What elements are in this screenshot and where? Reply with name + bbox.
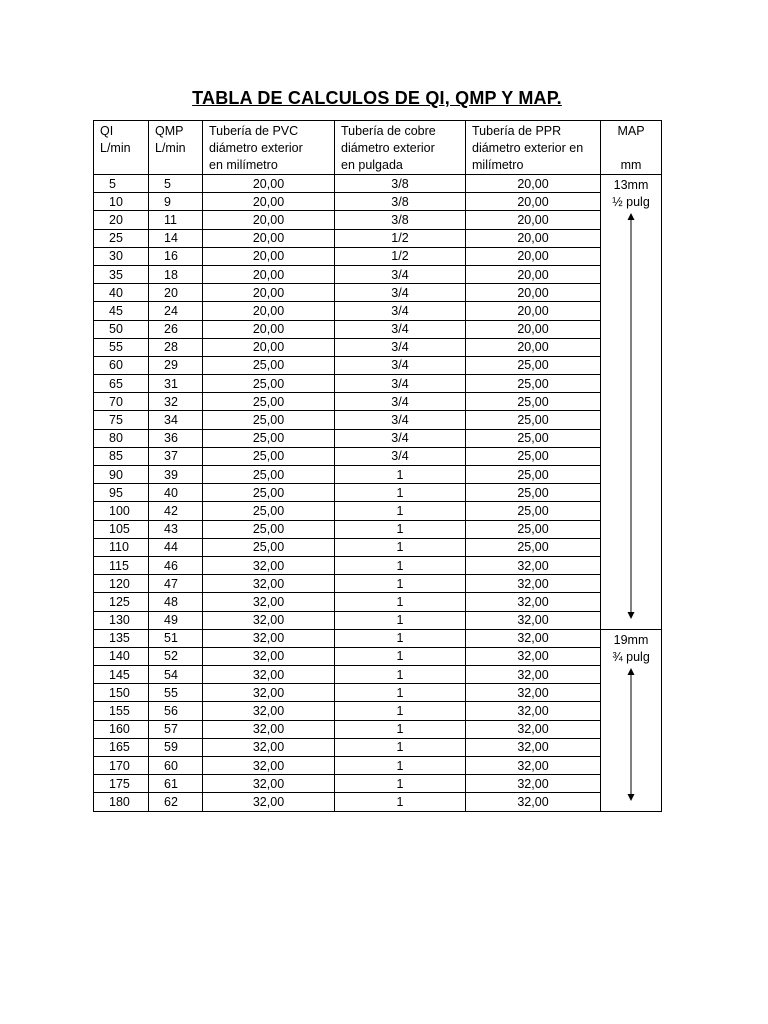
cell-qmp: 32 xyxy=(149,393,203,411)
cell-qi: 55 xyxy=(94,338,149,356)
cell-cobre: 3/4 xyxy=(335,429,466,447)
cell-qmp: 26 xyxy=(149,320,203,338)
cell-ppr: 25,00 xyxy=(466,466,601,484)
cell-pvc: 32,00 xyxy=(203,593,335,611)
cell-qi: 25 xyxy=(94,229,149,247)
cell-qmp: 29 xyxy=(149,356,203,374)
cell-ppr: 20,00 xyxy=(466,247,601,265)
cell-cobre: 1 xyxy=(335,575,466,593)
cell-qi: 160 xyxy=(94,720,149,738)
cell-ppr: 25,00 xyxy=(466,520,601,538)
cell-cobre: 1 xyxy=(335,720,466,738)
table-row xyxy=(94,738,662,756)
cell-qmp: 56 xyxy=(149,702,203,720)
cell-qi: 95 xyxy=(94,484,149,502)
cell-cobre: 3/4 xyxy=(335,265,466,283)
cell-cobre: 1 xyxy=(335,629,466,647)
cell-pvc: 20,00 xyxy=(203,247,335,265)
cell-ppr: 20,00 xyxy=(466,175,601,193)
cell-cobre: 1 xyxy=(335,702,466,720)
cell-qi: 60 xyxy=(94,356,149,374)
table-row xyxy=(94,247,662,265)
cell-ppr: 32,00 xyxy=(466,611,601,629)
cell-cobre: 3/4 xyxy=(335,356,466,374)
cell-cobre: 3/4 xyxy=(335,302,466,320)
table-row xyxy=(94,575,662,593)
cell-cobre: 1 xyxy=(335,466,466,484)
cell-ppr: 25,00 xyxy=(466,375,601,393)
table-row xyxy=(94,302,662,320)
cell-pvc: 25,00 xyxy=(203,484,335,502)
cell-qi: 20 xyxy=(94,211,149,229)
cell-qmp: 51 xyxy=(149,629,203,647)
cell-qmp: 42 xyxy=(149,502,203,520)
cell-ppr: 32,00 xyxy=(466,702,601,720)
cell-qmp: 18 xyxy=(149,265,203,283)
cell-cobre: 1 xyxy=(335,593,466,611)
cell-cobre: 1/2 xyxy=(335,247,466,265)
cell-pvc: 32,00 xyxy=(203,775,335,793)
cell-cobre: 3/8 xyxy=(335,211,466,229)
cell-qmp: 59 xyxy=(149,738,203,756)
table-row xyxy=(94,393,662,411)
cell-ppr: 25,00 xyxy=(466,429,601,447)
table-row xyxy=(94,356,662,374)
cell-cobre: 1 xyxy=(335,793,466,811)
cell-pvc: 20,00 xyxy=(203,302,335,320)
header-qi: QI L/min xyxy=(94,121,149,175)
cell-qmp: 54 xyxy=(149,666,203,684)
cell-qi: 125 xyxy=(94,593,149,611)
cell-qi: 45 xyxy=(94,302,149,320)
cell-qi: 145 xyxy=(94,666,149,684)
cell-cobre: 3/4 xyxy=(335,447,466,465)
cell-qi: 140 xyxy=(94,647,149,665)
table-row xyxy=(94,611,662,629)
cell-ppr: 20,00 xyxy=(466,193,601,211)
map-size-mm: 13mm xyxy=(613,178,649,192)
map-cell xyxy=(601,175,662,630)
cell-pvc: 32,00 xyxy=(203,666,335,684)
table-row xyxy=(94,720,662,738)
cell-pvc: 25,00 xyxy=(203,393,335,411)
cell-qmp: 11 xyxy=(149,211,203,229)
cell-cobre: 3/4 xyxy=(335,338,466,356)
cell-ppr: 25,00 xyxy=(466,411,601,429)
cell-ppr: 32,00 xyxy=(466,666,601,684)
cell-qmp: 16 xyxy=(149,247,203,265)
cell-ppr: 32,00 xyxy=(466,575,601,593)
cell-pvc: 32,00 xyxy=(203,647,335,665)
cell-qmp: 46 xyxy=(149,556,203,574)
cell-qmp: 57 xyxy=(149,720,203,738)
cell-qmp: 49 xyxy=(149,611,203,629)
cell-pvc: 20,00 xyxy=(203,193,335,211)
cell-qi: 175 xyxy=(94,775,149,793)
cell-qmp: 43 xyxy=(149,520,203,538)
cell-ppr: 20,00 xyxy=(466,265,601,283)
cell-qmp: 37 xyxy=(149,447,203,465)
cell-qi: 155 xyxy=(94,702,149,720)
header-row xyxy=(94,121,662,175)
cell-cobre: 1 xyxy=(335,611,466,629)
cell-qmp: 39 xyxy=(149,466,203,484)
cell-qi: 90 xyxy=(94,466,149,484)
cell-qi: 50 xyxy=(94,320,149,338)
cell-qi: 85 xyxy=(94,447,149,465)
page-title: TABLA DE CALCULOS DE QI, QMP Y MAP. xyxy=(192,88,562,108)
table-row xyxy=(94,538,662,556)
cell-qmp: 52 xyxy=(149,647,203,665)
cell-cobre: 3/4 xyxy=(335,411,466,429)
table-row xyxy=(94,284,662,302)
cell-pvc: 32,00 xyxy=(203,575,335,593)
cell-qi: 130 xyxy=(94,611,149,629)
cell-pvc: 32,00 xyxy=(203,793,335,811)
cell-cobre: 1 xyxy=(335,738,466,756)
cell-pvc: 32,00 xyxy=(203,629,335,647)
cell-qi: 30 xyxy=(94,247,149,265)
cell-ppr: 32,00 xyxy=(466,793,601,811)
cell-pvc: 25,00 xyxy=(203,411,335,429)
cell-qi: 180 xyxy=(94,793,149,811)
double-arrow-icon xyxy=(625,213,637,619)
cell-qmp: 20 xyxy=(149,284,203,302)
cell-qmp: 47 xyxy=(149,575,203,593)
table-row xyxy=(94,265,662,283)
cell-cobre: 1 xyxy=(335,484,466,502)
table-row xyxy=(94,229,662,247)
table-row xyxy=(94,629,662,647)
cell-ppr: 20,00 xyxy=(466,229,601,247)
table-row xyxy=(94,447,662,465)
table-row xyxy=(94,593,662,611)
map-size-mm: 19mm xyxy=(613,632,649,647)
header-map: MAP mm xyxy=(601,121,662,175)
map-cell xyxy=(601,629,662,811)
cell-pvc: 20,00 xyxy=(203,211,335,229)
cell-ppr: 25,00 xyxy=(466,393,601,411)
cell-qi: 115 xyxy=(94,556,149,574)
table-row xyxy=(94,211,662,229)
cell-qmp: 48 xyxy=(149,593,203,611)
cell-qmp: 40 xyxy=(149,484,203,502)
table-row xyxy=(94,411,662,429)
cell-qmp: 5 xyxy=(149,175,203,193)
cell-pvc: 32,00 xyxy=(203,757,335,775)
cell-pvc: 25,00 xyxy=(203,429,335,447)
map-size-pulg: ¾ pulg xyxy=(612,649,650,664)
cell-ppr: 32,00 xyxy=(466,684,601,702)
cell-ppr: 25,00 xyxy=(466,484,601,502)
table-row xyxy=(94,520,662,538)
cell-ppr: 20,00 xyxy=(466,211,601,229)
table-row xyxy=(94,375,662,393)
cell-ppr: 32,00 xyxy=(466,629,601,647)
map-size-pulg: ½ pulg xyxy=(612,195,650,209)
cell-cobre: 1 xyxy=(335,647,466,665)
table-row xyxy=(94,484,662,502)
cell-qi: 35 xyxy=(94,265,149,283)
cell-pvc: 32,00 xyxy=(203,720,335,738)
cell-ppr: 20,00 xyxy=(466,302,601,320)
cell-pvc: 20,00 xyxy=(203,284,335,302)
cell-qmp: 61 xyxy=(149,775,203,793)
header-cobre: Tubería de cobre diámetro exterior en pulgada xyxy=(335,121,466,175)
table-row xyxy=(94,684,662,702)
cell-qmp: 34 xyxy=(149,411,203,429)
cell-pvc: 25,00 xyxy=(203,447,335,465)
cell-qi: 40 xyxy=(94,284,149,302)
cell-pvc: 32,00 xyxy=(203,738,335,756)
cell-qmp: 44 xyxy=(149,538,203,556)
cell-qmp: 55 xyxy=(149,684,203,702)
cell-cobre: 1 xyxy=(335,520,466,538)
cell-qi: 105 xyxy=(94,520,149,538)
cell-cobre: 3/4 xyxy=(335,393,466,411)
cell-qi: 135 xyxy=(94,629,149,647)
cell-ppr: 25,00 xyxy=(466,447,601,465)
cell-pvc: 25,00 xyxy=(203,356,335,374)
table-row xyxy=(94,556,662,574)
double-arrow-icon xyxy=(625,668,637,801)
cell-qmp: 9 xyxy=(149,193,203,211)
cell-qi: 65 xyxy=(94,375,149,393)
table-row xyxy=(94,666,662,684)
cell-qmp: 24 xyxy=(149,302,203,320)
cell-cobre: 1 xyxy=(335,684,466,702)
cell-cobre: 3/4 xyxy=(335,320,466,338)
cell-cobre: 1 xyxy=(335,502,466,520)
cell-qmp: 60 xyxy=(149,757,203,775)
cell-qi: 100 xyxy=(94,502,149,520)
cell-ppr: 32,00 xyxy=(466,556,601,574)
cell-cobre: 1 xyxy=(335,666,466,684)
table-row xyxy=(94,320,662,338)
table-body xyxy=(94,175,662,812)
cell-ppr: 25,00 xyxy=(466,538,601,556)
cell-ppr: 25,00 xyxy=(466,356,601,374)
cell-ppr: 32,00 xyxy=(466,647,601,665)
table-row xyxy=(94,775,662,793)
cell-cobre: 1 xyxy=(335,757,466,775)
cell-ppr: 25,00 xyxy=(466,502,601,520)
cell-pvc: 25,00 xyxy=(203,520,335,538)
cell-ppr: 32,00 xyxy=(466,593,601,611)
cell-ppr: 32,00 xyxy=(466,738,601,756)
cell-pvc: 25,00 xyxy=(203,466,335,484)
cell-pvc: 20,00 xyxy=(203,229,335,247)
cell-pvc: 20,00 xyxy=(203,320,335,338)
table-row xyxy=(94,338,662,356)
table-row xyxy=(94,429,662,447)
table-row xyxy=(94,175,662,193)
cell-ppr: 20,00 xyxy=(466,284,601,302)
cell-pvc: 25,00 xyxy=(203,538,335,556)
cell-qi: 10 xyxy=(94,193,149,211)
table-row xyxy=(94,757,662,775)
cell-qmp: 62 xyxy=(149,793,203,811)
cell-cobre: 3/8 xyxy=(335,193,466,211)
table-row xyxy=(94,702,662,720)
cell-qmp: 36 xyxy=(149,429,203,447)
cell-cobre: 1/2 xyxy=(335,229,466,247)
cell-pvc: 32,00 xyxy=(203,556,335,574)
cell-ppr: 32,00 xyxy=(466,720,601,738)
cell-ppr: 20,00 xyxy=(466,338,601,356)
table-row xyxy=(94,466,662,484)
cell-cobre: 3/4 xyxy=(335,375,466,393)
cell-pvc: 32,00 xyxy=(203,684,335,702)
cell-pvc: 25,00 xyxy=(203,375,335,393)
cell-pvc: 20,00 xyxy=(203,265,335,283)
cell-pvc: 32,00 xyxy=(203,611,335,629)
calc-table xyxy=(93,120,662,812)
cell-qmp: 28 xyxy=(149,338,203,356)
table-row xyxy=(94,193,662,211)
cell-cobre: 3/8 xyxy=(335,175,466,193)
cell-qi: 165 xyxy=(94,738,149,756)
cell-ppr: 32,00 xyxy=(466,757,601,775)
cell-qi: 80 xyxy=(94,429,149,447)
table-row xyxy=(94,793,662,811)
table-row xyxy=(94,647,662,665)
cell-pvc: 25,00 xyxy=(203,502,335,520)
cell-qmp: 14 xyxy=(149,229,203,247)
cell-cobre: 1 xyxy=(335,538,466,556)
cell-cobre: 1 xyxy=(335,556,466,574)
cell-qi: 150 xyxy=(94,684,149,702)
table-row xyxy=(94,502,662,520)
cell-qmp: 31 xyxy=(149,375,203,393)
cell-pvc: 20,00 xyxy=(203,175,335,193)
cell-qi: 70 xyxy=(94,393,149,411)
header-pvc: Tubería de PVC diámetro exterior en milímetro xyxy=(203,121,335,175)
cell-qi: 170 xyxy=(94,757,149,775)
cell-cobre: 1 xyxy=(335,775,466,793)
cell-qi: 120 xyxy=(94,575,149,593)
cell-pvc: 32,00 xyxy=(203,702,335,720)
header-qmp: QMP L/min xyxy=(149,121,203,175)
header-ppr: Tubería de PPR diámetro exterior en milímetro xyxy=(466,121,601,175)
cell-qi: 75 xyxy=(94,411,149,429)
cell-qi: 5 xyxy=(94,175,149,193)
cell-cobre: 3/4 xyxy=(335,284,466,302)
cell-ppr: 32,00 xyxy=(466,775,601,793)
cell-ppr: 20,00 xyxy=(466,320,601,338)
cell-qi: 110 xyxy=(94,538,149,556)
cell-pvc: 20,00 xyxy=(203,338,335,356)
